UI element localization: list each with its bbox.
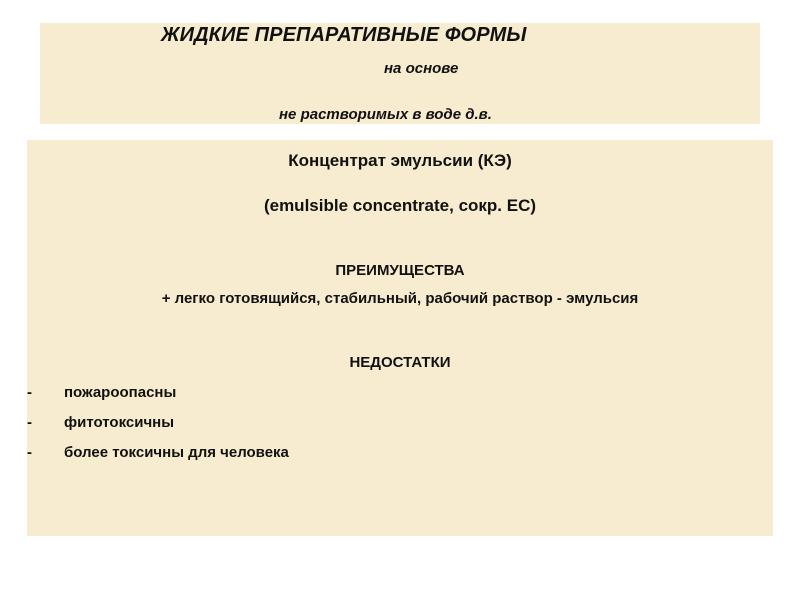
disadvantage-text: пожароопасны <box>64 384 177 401</box>
bullet-marker: - <box>27 384 32 401</box>
slide-subtitle-line-1: на основе <box>384 60 459 77</box>
section-subheading: (emulsible concentrate, сокр. ЕС) <box>263 196 537 215</box>
section-heading: Концентрат эмульсии (КЭ) <box>288 151 512 170</box>
disadvantages-title: НЕДОСТАТКИ <box>349 354 451 371</box>
slide-subtitle-line-2: не растворимых в воде д.в. <box>279 106 492 123</box>
bullet-marker: - <box>27 444 32 461</box>
disadvantage-text: более токсичны для человека <box>64 444 289 461</box>
disadvantage-item <box>27 384 176 401</box>
disadvantage-text: фитотоксичны <box>64 414 175 431</box>
disadvantage-item <box>27 414 174 431</box>
advantages-title: ПРЕИМУЩЕСТВА <box>335 262 465 279</box>
advantages-text: + легко готовящийся, стабильный, рабочий раствор - эмульсия <box>161 290 639 307</box>
slide-title: ЖИДКИЕ ПРЕПАРАТИВНЫЕ ФОРМЫ <box>161 24 527 46</box>
disadvantage-item <box>27 444 289 461</box>
bullet-marker: - <box>27 414 32 431</box>
